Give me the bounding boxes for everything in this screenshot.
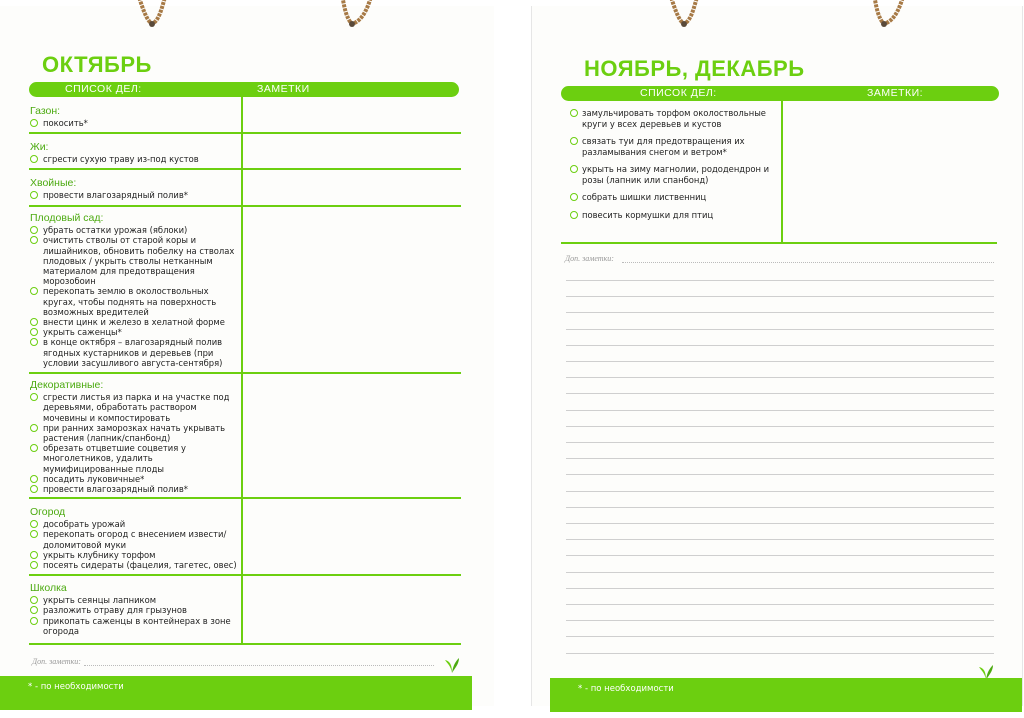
note-line[interactable]: [566, 620, 994, 621]
checkbox-circle-icon: [570, 211, 578, 219]
note-line[interactable]: [566, 653, 994, 654]
section-nursery: [30, 583, 238, 636]
left-footnote: * - по необходимости: [28, 682, 124, 692]
note-line[interactable]: [566, 539, 994, 540]
note-line[interactable]: [566, 636, 994, 637]
todo-item[interactable]: при ранних заморозках начать укрывать растения (лапник/спанбонд): [30, 423, 238, 443]
todo-item[interactable]: связать туи для предотвращения их разламывания снегом и ветром*: [570, 136, 775, 157]
left-header-todo: СПИСОК ДЕЛ:: [65, 83, 142, 95]
right-todo-list: [570, 108, 775, 227]
checkbox-circle-icon: [30, 226, 38, 234]
checkbox-circle-icon: [30, 287, 38, 295]
checkbox-circle-icon: [30, 617, 38, 625]
checkbox-circle-icon: [30, 561, 38, 569]
note-line[interactable]: [566, 474, 994, 475]
section-title: Декоративные:: [30, 379, 104, 391]
right-footnote: * - по необходимости: [578, 684, 674, 694]
checkbox-circle-icon: [30, 191, 38, 199]
note-line[interactable]: [566, 410, 994, 411]
note-line[interactable]: [566, 377, 994, 378]
note-line[interactable]: [566, 280, 994, 281]
checkbox-circle-icon: [30, 551, 38, 559]
checkbox-circle-icon: [30, 119, 38, 127]
checkbox-circle-icon: [570, 165, 578, 173]
note-line[interactable]: [566, 393, 994, 394]
section-title: Газон:: [30, 105, 61, 117]
checkbox-circle-icon: [30, 393, 38, 401]
section-title: Хвойные:: [30, 177, 77, 189]
todo-item[interactable]: прикопать саженцы в контейнерах в зоне огорода: [30, 616, 238, 636]
right-footer-bar: [550, 678, 1022, 712]
checkbox-circle-icon: [570, 193, 578, 201]
section-divider: [29, 168, 461, 170]
section-decorative: [30, 380, 238, 494]
section-divider: [29, 372, 461, 374]
left-notes-label: Доп. заметки:: [32, 657, 81, 666]
right-notes-label: Доп. заметки:: [565, 254, 614, 263]
page-title-november-december: НОЯБРЬ, ДЕКАБРЬ: [584, 56, 805, 81]
todo-item[interactable]: перекопать огород с внесением извести/доломитовой муки: [30, 529, 238, 549]
todo-item[interactable]: дособрать урожай: [30, 519, 238, 529]
todo-item[interactable]: посадить луковичные*: [30, 474, 238, 484]
section-conifers: [30, 178, 235, 200]
note-line[interactable]: [566, 588, 994, 589]
note-line[interactable]: [566, 507, 994, 508]
todo-item[interactable]: обрезать отцветшие соцветия у многолетников, удалить мумифицированные плоды: [30, 443, 238, 474]
right-column-divider: [781, 100, 783, 243]
todo-item[interactable]: внести цинк и железо в хелатной форме: [30, 317, 240, 327]
checkbox-circle-icon: [30, 424, 38, 432]
section-divider: [29, 643, 461, 645]
note-line[interactable]: [566, 329, 994, 330]
right-header-todo: СПИСОК ДЕЛ:: [640, 87, 717, 99]
note-line[interactable]: [566, 312, 994, 313]
checkbox-circle-icon: [30, 606, 38, 614]
leaf-icon: [444, 656, 460, 674]
todo-item[interactable]: провести влагозарядный полив*: [30, 484, 238, 494]
todo-item[interactable]: провести влагозарядный полив*: [30, 190, 235, 200]
checkbox-circle-icon: [30, 485, 38, 493]
checkbox-circle-icon: [30, 318, 38, 326]
checkbox-circle-icon: [30, 444, 38, 452]
todo-item[interactable]: в конце октября – влагозарядный полив ягодных кустарников и деревьев (при условии засушливого августа-сентября): [30, 337, 240, 368]
left-header-bar: [29, 82, 459, 97]
note-line[interactable]: [566, 426, 994, 427]
todo-item[interactable]: разложить отраву для грызунов: [30, 605, 238, 615]
note-line[interactable]: [566, 458, 994, 459]
checkbox-circle-icon: [30, 155, 38, 163]
left-footer-bar: [0, 676, 472, 710]
note-line[interactable]: [566, 361, 994, 362]
todo-item[interactable]: повесить кормушки для птиц: [570, 210, 775, 221]
todo-item[interactable]: очистить стволы от старой коры и лишайников, обновить побелку на стволах плодовых / укрыть стволы нетканным материалом для предотвращения морозобоин: [30, 235, 240, 286]
todo-item[interactable]: укрыть саженцы*: [30, 327, 240, 337]
note-line[interactable]: [566, 345, 994, 346]
note-line[interactable]: [566, 296, 994, 297]
right-header-bar: [561, 86, 999, 101]
checkbox-circle-icon: [30, 596, 38, 604]
section-divider: [29, 205, 461, 207]
right-header-notes: ЗАМЕТКИ:: [867, 87, 924, 99]
todo-item[interactable]: замульчировать торфом околоствольные круги у всех деревьев и кустов: [570, 108, 775, 129]
section-title: Жи:: [30, 141, 49, 153]
note-line[interactable]: [566, 523, 994, 524]
checkbox-circle-icon: [30, 328, 38, 336]
section-title: Плодовый сад:: [30, 212, 104, 224]
todo-item[interactable]: сгрести листья из парка и на участке под деревьями, обработать раствором мочевины и компостировать: [30, 392, 238, 423]
section-title: Огород: [30, 506, 66, 518]
note-line[interactable]: [566, 491, 994, 492]
todo-item[interactable]: собрать шишки лиственниц: [570, 192, 775, 203]
left-column-divider: [241, 96, 243, 644]
section-divider: [29, 574, 461, 576]
left-header-notes: ЗАМЕТКИ: [257, 83, 310, 95]
checkbox-circle-icon: [30, 236, 38, 244]
twine-loop-right-1: [664, 0, 704, 30]
todo-item[interactable]: покосить*: [30, 118, 235, 128]
page-title-october: ОКТЯБРЬ: [42, 52, 152, 77]
section-zhi: [30, 142, 235, 164]
todo-item[interactable]: посеять сидераты (фацелия, тагетес, овес): [30, 560, 238, 570]
checkbox-circle-icon: [30, 520, 38, 528]
todo-item[interactable]: сгрести сухую траву из-под кустов: [30, 154, 235, 164]
checkbox-circle-icon: [30, 530, 38, 538]
section-title: Школка: [30, 582, 67, 594]
todo-item[interactable]: перекопать землю в околоствольных кругах, чтобы поднять на поверхность возможных вредителей: [30, 286, 240, 317]
note-line[interactable]: [566, 604, 994, 605]
note-line[interactable]: [566, 572, 994, 573]
twine-loop-left-1: [132, 0, 172, 30]
note-line[interactable]: [566, 442, 994, 443]
section-divider: [29, 132, 461, 134]
section-orchard: [30, 213, 240, 368]
checkbox-circle-icon: [570, 137, 578, 145]
twine-loop-left-2: [338, 0, 378, 30]
twine-loop-right-2: [870, 0, 910, 30]
section-divider: [29, 497, 461, 499]
checkbox-circle-icon: [570, 109, 578, 117]
checkbox-circle-icon: [30, 338, 38, 346]
right-notes-first-line[interactable]: [622, 262, 994, 263]
checkbox-circle-icon: [30, 475, 38, 483]
page-gap: [494, 0, 532, 718]
todo-item[interactable]: укрыть на зиму магнолии, рододендрон и розы (лапник или спанбонд): [570, 164, 775, 185]
section-vegetable-garden: [30, 507, 238, 570]
todo-item[interactable]: убрать остатки урожая (яблоки): [30, 225, 240, 235]
note-line[interactable]: [566, 555, 994, 556]
todo-item[interactable]: укрыть сеянцы лапником: [30, 595, 238, 605]
section-lawn: [30, 106, 235, 128]
left-notes-line[interactable]: [84, 665, 434, 666]
right-list-bottom-line: [561, 242, 997, 244]
todo-item[interactable]: укрыть клубнику торфом: [30, 550, 238, 560]
